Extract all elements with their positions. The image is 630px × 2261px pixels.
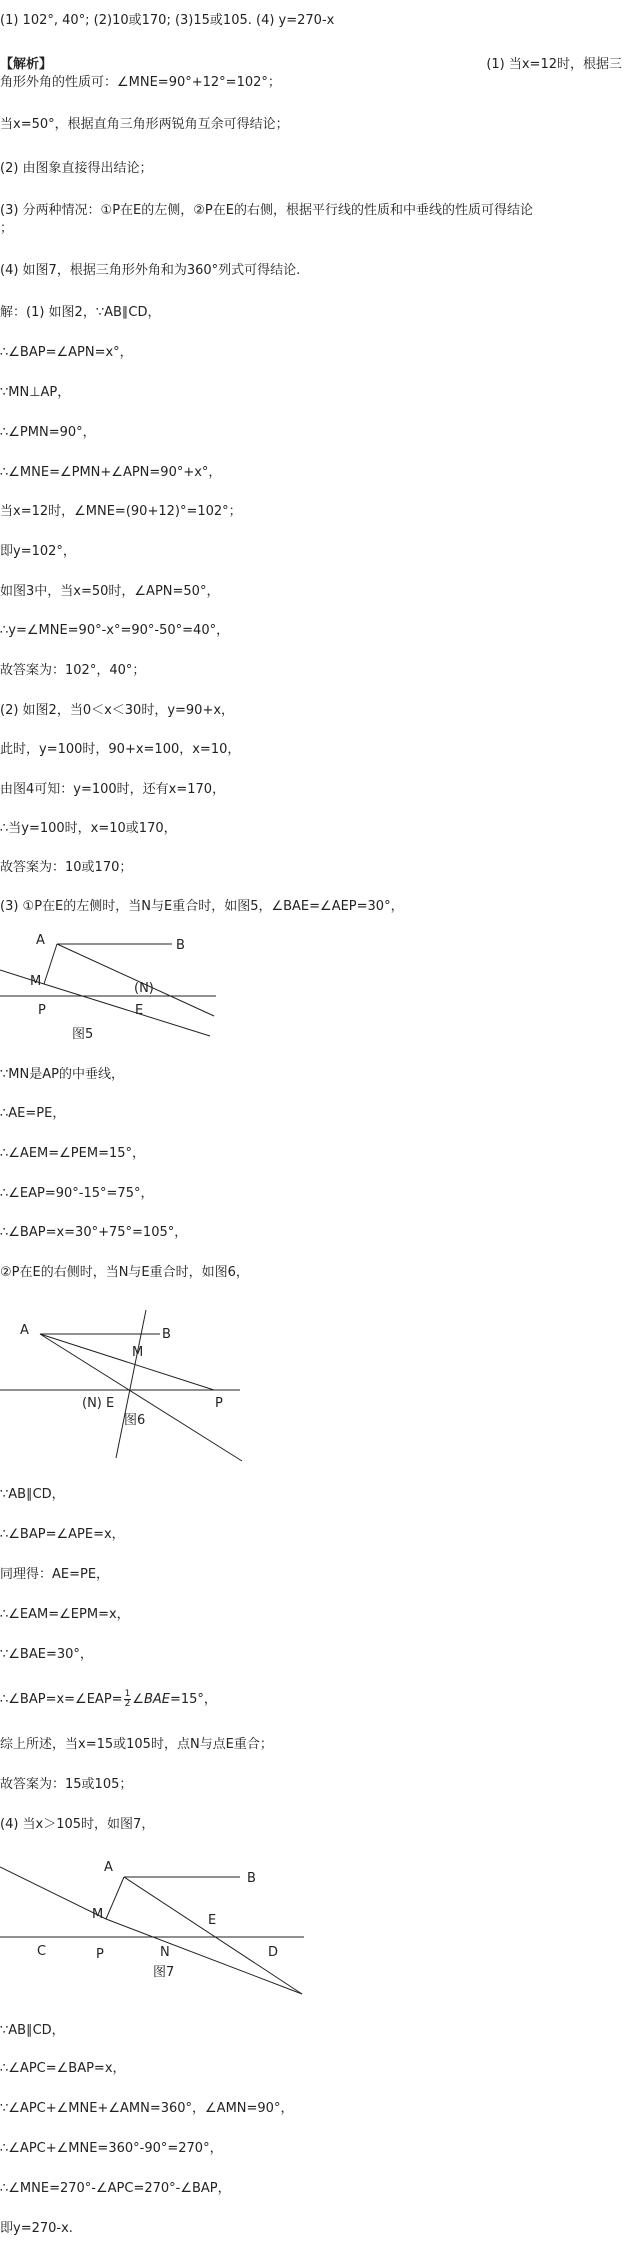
fig7-label-p: P (96, 1947, 104, 1962)
solution-line: 如图3中，当x=50时，∠APN=50°， (0, 584, 220, 599)
s28-part-a: ∴∠BAP=x=∠EAP= (0, 1692, 123, 1707)
solution-line: 当x=12时，∠MNE=(90+12)°=102°； (0, 504, 242, 519)
solution-line: ∵AB∥CD， (0, 1487, 65, 1502)
fig7-caption: 图7 (153, 1965, 175, 1980)
analysis-line-4: (3) 分两种情况：①P在E的左侧，②P在E的右侧，根据平行线的性质和中垂线的性质可得结论 (0, 203, 533, 218)
figure-5 (0, 932, 230, 1052)
fig5-label-b: B (176, 938, 185, 953)
solution-line: 故答案为：102°，40°； (0, 663, 146, 678)
fig5-label-a: A (36, 933, 45, 948)
analysis-line-2: 当x=50°，根据直角三角形两锐角互余可得结论； (0, 117, 289, 132)
solution-line: ∵MN⊥AP， (0, 385, 71, 400)
solution-line: ∵∠BAE=30°， (0, 1647, 93, 1662)
solution-line: (3) ①P在E的左侧时，当N与E重合时，如图5，∠BAE=∠AEP=30°， (0, 899, 404, 914)
solution-line: ∵AB∥CD， (0, 2023, 65, 2038)
solution-line: ∴当y=100时，x=10或170， (0, 821, 177, 836)
solution-line: 故答案为：10或170； (0, 860, 133, 875)
solution-line: 同理得：AE=PE， (0, 1567, 110, 1582)
analysis-line-1: (1) 当x=12时，根据三 (486, 57, 622, 72)
fig7-label-n: N (160, 1945, 170, 1960)
solution-line: ∴∠EAM=∠EPM=x， (0, 1607, 130, 1622)
answer-line: (1) 102°, 40°; (2)10或170; (3)15或105. (4) y=270-x (0, 13, 335, 28)
solution-line: ∴∠BAP=∠APN=x°， (0, 345, 133, 360)
fig6-label-m: M (132, 1345, 144, 1360)
fraction-numerator: 1 (124, 1689, 131, 1699)
s28-part-b: ∠BAE (132, 1692, 170, 1707)
solution-line: (2) 如图2，当0＜x＜30时，y=90+x， (0, 703, 235, 718)
fig5-label-m: M (30, 974, 42, 989)
solution-line: ∴∠APC+∠MNE=360°-90°=270°， (0, 2141, 223, 2156)
solution-line: ∴∠MNE=∠PMN+∠APN=90°+x°， (0, 465, 222, 480)
solution-line: 由图4可知：y=100时，还有x=170， (0, 782, 226, 797)
solution-line: ∴∠BAP=x=30°+75°=105°， (0, 1225, 188, 1240)
solution-line: 即y=102°， (0, 544, 76, 559)
fraction-denominator: 2 (124, 1699, 131, 1709)
solution-line: ∴y=∠MNE=90°-x°=90°-50°=40°， (0, 623, 230, 638)
fig6-label-p: P (215, 1396, 223, 1411)
analysis-tag: 【解析】 (0, 57, 53, 72)
figure-6 (0, 1298, 250, 1468)
analysis-line-4-cont: ； (0, 221, 14, 236)
analysis-line-5: (4) 如图7，根据三角形外角和为360°列式可得结论. (0, 263, 301, 278)
fig5-label-n: (N) (134, 981, 154, 996)
fig7-label-c: C (37, 1944, 47, 1959)
s28-part-c: =15°， (169, 1692, 217, 1707)
solution-line: ∴AE=PE， (0, 1106, 66, 1121)
fig7-label-e: E (208, 1913, 217, 1928)
solution-line: (4) 当x＞105时，如图7， (0, 1817, 155, 1832)
fig5-label-p: P (38, 1003, 46, 1018)
fig7-label-a: A (104, 1860, 113, 1875)
fig6-label-a: A (20, 1323, 29, 1338)
solution-line: ∴∠BAP=∠APE=x， (0, 1527, 125, 1542)
solution-line-fraction (0, 1690, 217, 1709)
fig5-caption: 图5 (72, 1027, 94, 1042)
fig7-label-b: B (247, 1871, 256, 1886)
fraction-half (124, 1690, 132, 1709)
figure-7 (0, 1852, 310, 2012)
solution-line: 此时，y=100时，90+x=100，x=10， (0, 742, 241, 757)
solution-line: 综上所述，当x=15或105时，点N与点E重合； (0, 1737, 273, 1752)
fig5-label-e: E (135, 1003, 144, 1018)
fig6-label-ne: (N) E (82, 1396, 115, 1411)
solution-line: 即y=270-x. (0, 2221, 73, 2236)
solution-line: 故答案为：15或105； (0, 1777, 133, 1792)
analysis-line-3: (2) 由图象直接得出结论； (0, 161, 153, 176)
solution-line: 解：(1) 如图2，∵AB∥CD， (0, 305, 161, 320)
fig7-label-d: D (268, 1945, 279, 1960)
solution-line: ∴∠APC=∠BAP=x， (0, 2061, 126, 2076)
solution-line: ∴∠EAP=90°-15°=75°， (0, 1186, 154, 1201)
solution-line: ∴∠PMN=90°， (0, 425, 96, 440)
fig6-label-b: B (162, 1327, 171, 1342)
analysis-line-1-cont: 角形外角的性质可：∠MNE=90°+12°=102°； (0, 75, 281, 90)
solution-line: ∵MN是AP的中垂线， (0, 1067, 124, 1082)
solution-line: ∵∠APC+∠MNE+∠AMN=360°，∠AMN=90°， (0, 2101, 294, 2116)
fig6-caption: 图6 (124, 1413, 146, 1428)
fig7-label-m: M (92, 1907, 104, 1922)
solution-line: ②P在E的右侧时，当N与E重合时，如图6， (0, 1265, 249, 1280)
solution-line: ∴∠AEM=∠PEM=15°， (0, 1146, 145, 1161)
solution-line: ∴∠MNE=270°-∠APC=270°-∠BAP， (0, 2181, 231, 2196)
